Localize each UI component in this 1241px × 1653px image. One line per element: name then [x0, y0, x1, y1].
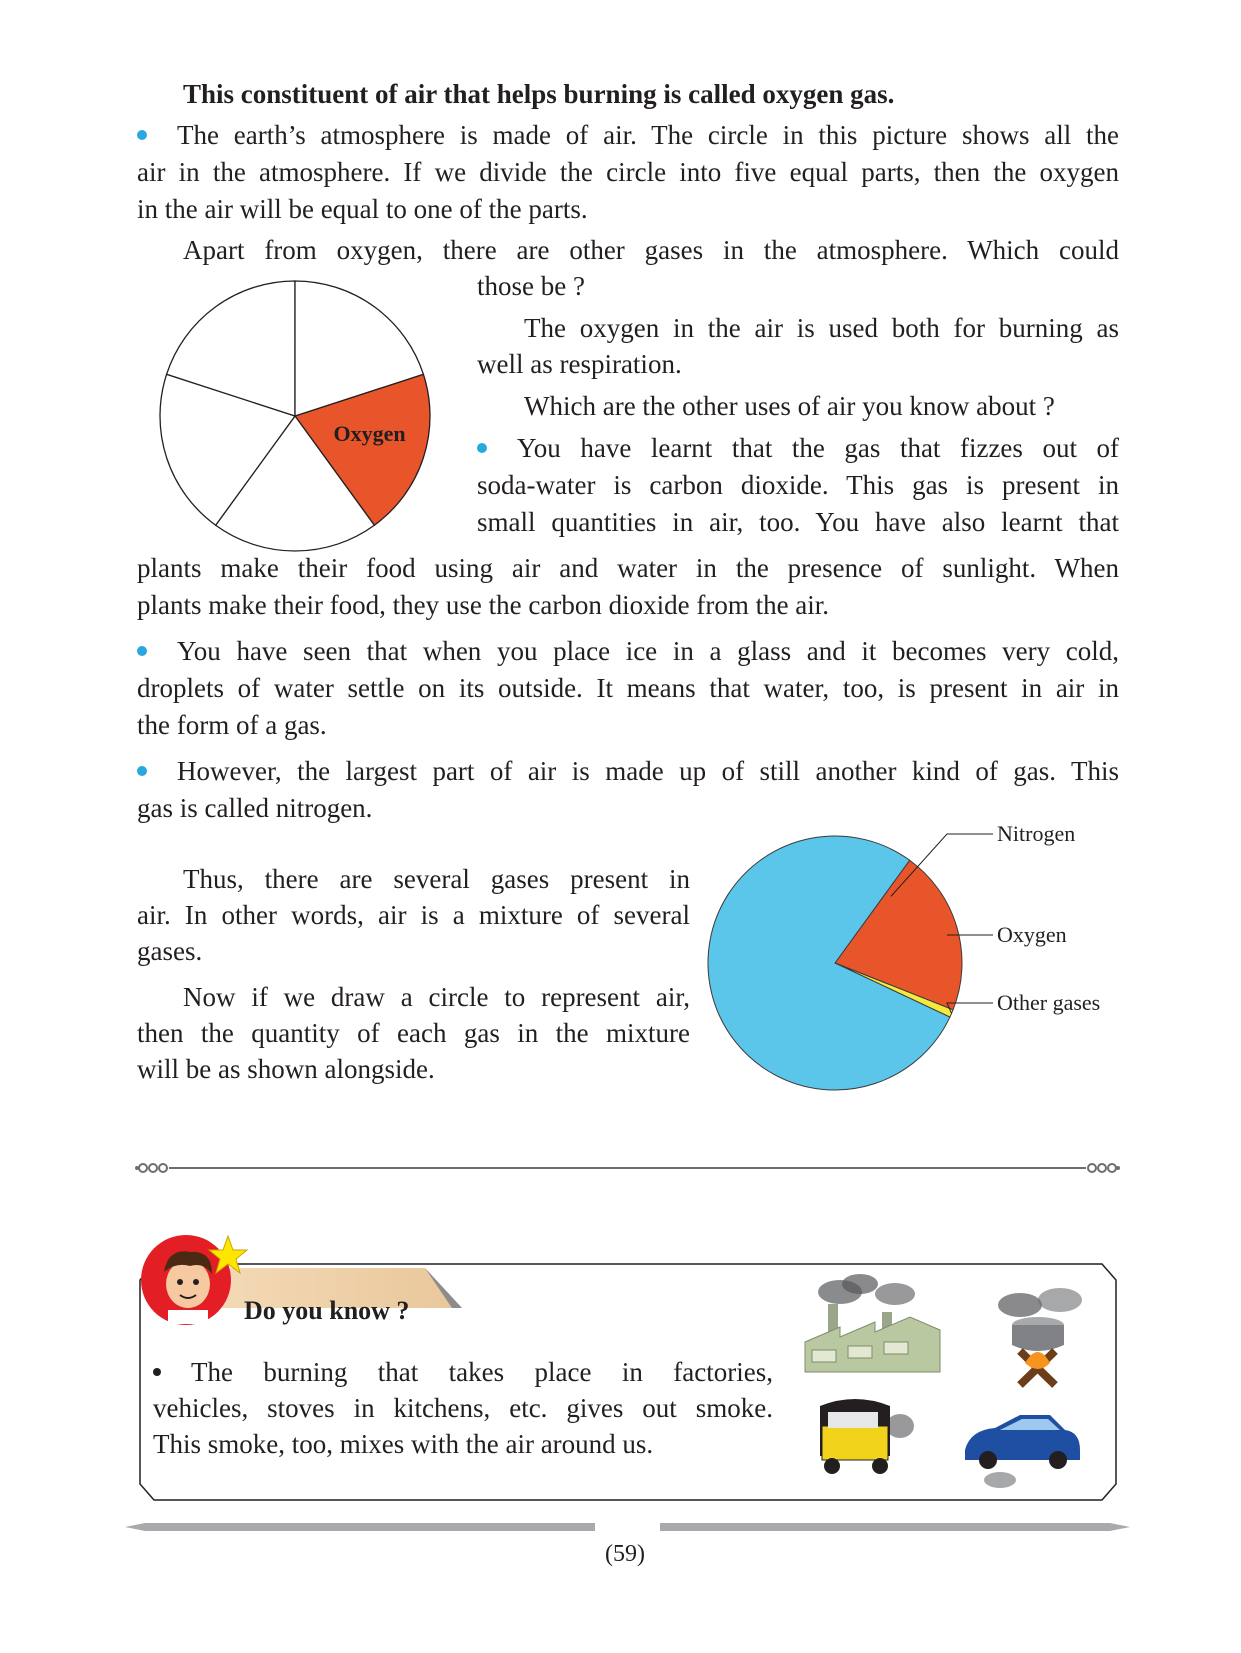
p3-line-1: The oxygen in the air is used both for burning as: [524, 313, 1119, 343]
p1-line-1: The earth’s atmosphere is made of air. The circle in this picture shows all the: [137, 117, 1119, 154]
p4-line: Which are the other uses of air you know about ?: [524, 391, 1055, 421]
footer-bar-right: [660, 1522, 1130, 1532]
divider-circle: [1088, 1164, 1096, 1172]
pie-slice-label: Oxygen: [333, 420, 406, 446]
p5-line-3: small quantities in air, too. You have also learnt that: [477, 507, 1119, 537]
p6-line-2: droplets of water settle on its outside. It means that water, too, is present in air in: [137, 673, 1119, 703]
p5-line-1: You have learnt that the gas that fizzes out of: [477, 430, 1119, 467]
bullet-dot: [137, 646, 147, 656]
do-you-know-title: Do you know ?: [244, 1296, 410, 1325]
car-illustration: [960, 1400, 1090, 1490]
p5-line-2: soda-water is carbon dioxide. This gas is present in: [477, 470, 1119, 500]
p6-line-3: the form of a gas.: [137, 710, 327, 740]
page-number: (59): [605, 1541, 645, 1567]
section-divider: [135, 1160, 1120, 1176]
boy-mascot-icon: [138, 1228, 248, 1328]
factory-smoke-illustration: [800, 1272, 950, 1382]
p7-line-2: gas is called nitrogen.: [137, 793, 373, 823]
dyk-line-1: The burning that takes place in factories,: [153, 1354, 773, 1391]
p3-line-2: well as respiration.: [477, 349, 682, 379]
p9-line-1: Now if we draw a circle to represent air,: [183, 982, 690, 1012]
dyk-line-2: vehicles, stoves in kitchens, etc. gives out smoke.: [153, 1393, 773, 1423]
p8-line-3: gases.: [137, 936, 203, 966]
p1-line-2: air in the atmosphere. If we divide the circle into five equal parts, then the oxygen: [137, 157, 1119, 187]
dyk-line-3: This smoke, too, mixes with the air around us.: [153, 1429, 654, 1459]
bullet-dot: [137, 766, 147, 776]
p8-line-1: Thus, there are several gases present in: [183, 864, 690, 894]
footer-bar-left: [125, 1522, 595, 1532]
heading: This constituent of air that helps burning is called oxygen gas.: [183, 79, 895, 109]
divider-circle: [149, 1164, 157, 1172]
p1-line-3: in the air will be equal to one of the parts.: [137, 194, 588, 224]
five-part-pie-chart: [150, 278, 440, 568]
divider-circle: [1098, 1164, 1106, 1172]
p5-line-4: plants make their food using air and water in the presence of sunlight. When: [137, 553, 1119, 583]
p2-line-2: those be ?: [477, 271, 585, 301]
p7-line-1: However, the largest part of air is made up of still another kind of gas. This: [137, 753, 1119, 790]
bullet-dot: [137, 130, 147, 140]
p2-line-1: Apart from oxygen, there are other gases in the atmosphere. Which could: [183, 235, 1119, 265]
pie-label-oxygen: Oxygen: [997, 922, 1067, 947]
p6-line-1: You have seen that when you place ice in a glass and it becomes very cold,: [137, 633, 1119, 670]
divider-circle: [1108, 1164, 1116, 1172]
bullet-dot: [477, 443, 487, 453]
p5-line-5: plants make their food, they use the carbon dioxide from the air.: [137, 590, 830, 620]
divider-circle: [139, 1164, 147, 1172]
pie-label-nitrogen: Nitrogen: [997, 821, 1076, 846]
p9-line-3: will be as shown alongside.: [137, 1054, 435, 1084]
pie-label-other-gases: Other gases: [997, 990, 1101, 1015]
autorickshaw-illustration: [810, 1386, 920, 1486]
divider-circle: [159, 1164, 167, 1172]
stove-cooking-pot-illustration: [980, 1285, 1100, 1395]
air-composition-pie-chart: [700, 820, 1120, 1100]
p8-line-2: air. In other words, air is a mixture of several: [137, 900, 690, 930]
p9-line-2: then the quantity of each gas in the mixture: [137, 1018, 690, 1048]
bullet-dot: [153, 1368, 161, 1376]
